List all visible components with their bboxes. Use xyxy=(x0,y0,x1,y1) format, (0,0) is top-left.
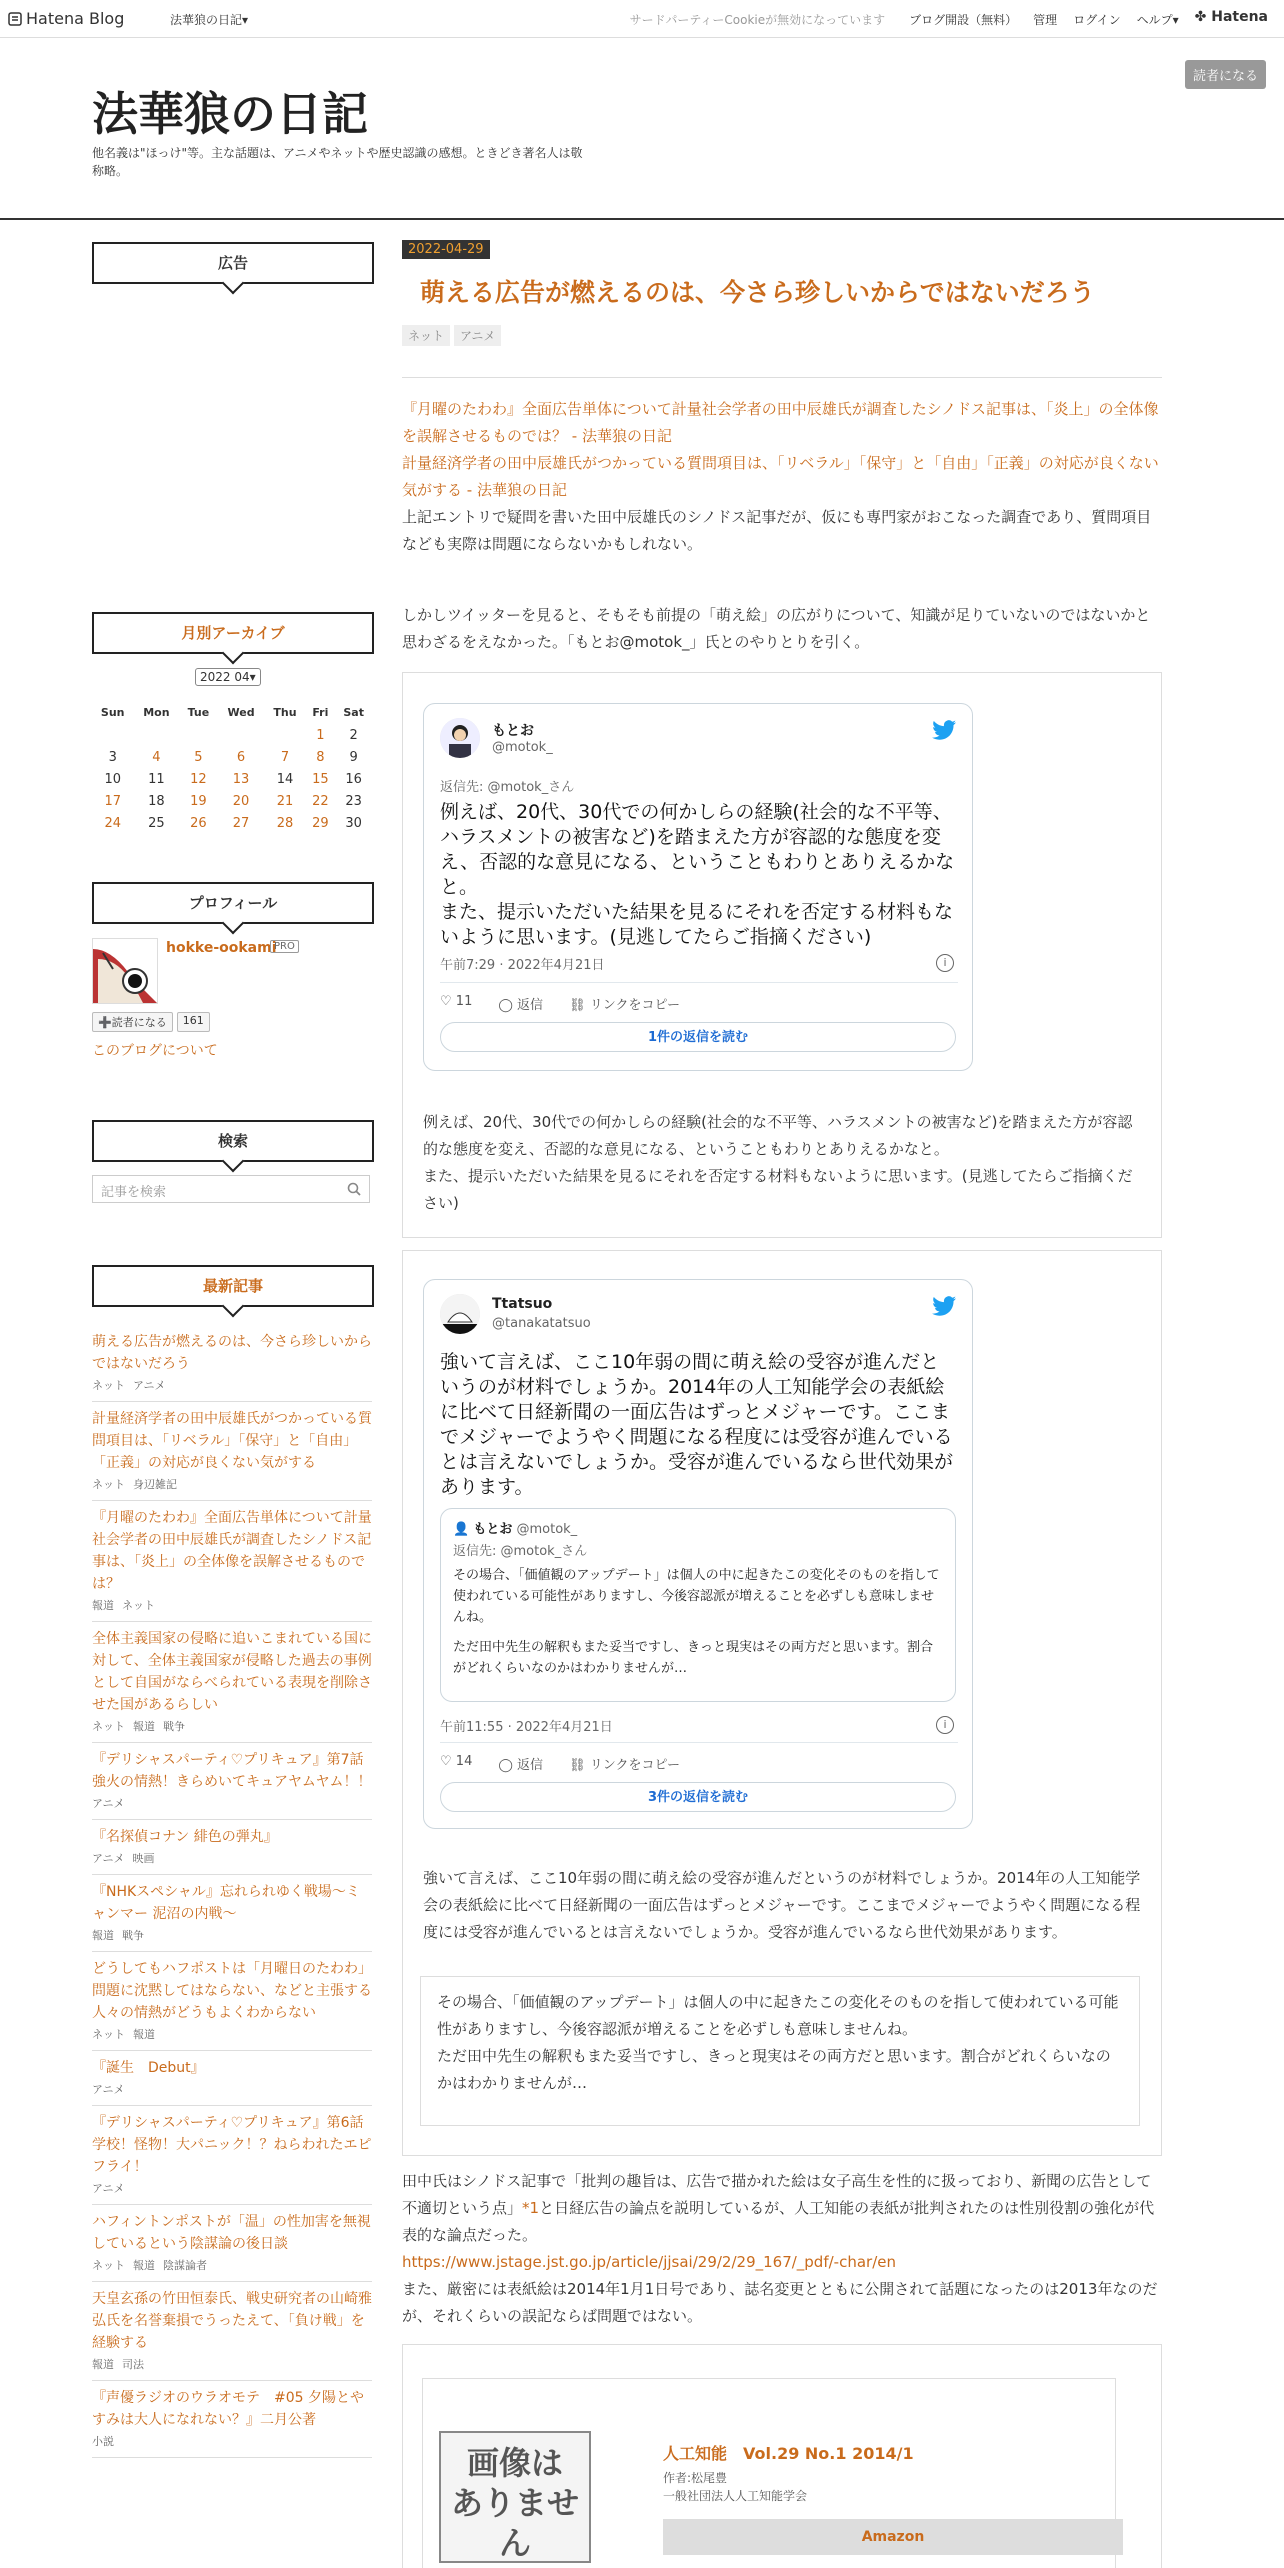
tweet-actions xyxy=(440,994,680,1013)
recent-entry-categories xyxy=(92,1795,372,1811)
calendar-day[interactable]: 29 xyxy=(312,815,329,831)
category-tag[interactable]: ネット xyxy=(402,325,450,346)
avatar[interactable] xyxy=(440,1294,480,1334)
category-link[interactable]: 戦争 xyxy=(163,1720,185,1733)
calendar-day[interactable]: 15 xyxy=(312,771,329,787)
recent-entry-title[interactable]: ハフィントンポストが「温」の性加害を無視しているという陰謀論の後日談 xyxy=(92,2214,371,2252)
quote-text: その場合、「価値観のアップデート」は個人の中に起きたこの変化そのものを指して使われている可能性がありますし、今後容認派が増えることを必ずしも意味しませんね。 xyxy=(437,1993,1119,2038)
recent-entry-title[interactable]: 『声優ラジオのウラオモテ #05 夕陽とやすみは大人になれない？』二月公著 xyxy=(92,2390,364,2428)
category-tag[interactable]: アニメ xyxy=(454,325,501,346)
paragraph: また、厳密には表紙絵は2014年1月1日号であり、誌名変更とともに公開されて話題になったのは2013年なのだが、それくらいの誤記ならば問題ではない。 xyxy=(402,2280,1158,2325)
quoted-tweet[interactable] xyxy=(440,1508,956,1702)
blog-description: 他名義は"ほっけ"等。主な話題は、アニメやネットや歴史認識の感想。ときどき著名人は敬称略。 xyxy=(92,146,583,178)
twitter-bird-icon[interactable] xyxy=(932,720,956,740)
link-icon: ⛓ xyxy=(569,998,586,1013)
quote-text: ただ田中先生の解釈もまた妥当ですし、きっと現実はその両方だと思います。割合がどれくらいなのかはわかりませんが… xyxy=(437,2047,1111,2092)
reply-label: 返信 xyxy=(517,998,544,1013)
tweet-fallback-text: 強いて言えば、ここ10年弱の間に萌え絵の受容が進んだというのが材料でしょうか。2014年の人工知能学会の表紙絵に比べて日経新聞の一面広告はずっとメジャーです。ここまでメジャーでようやく問題になる程度には受容が進んでいるとは言えないでしょうか。受容が進んでいるなら世代効果があります。 xyxy=(423,1869,1141,1941)
recent-entry xyxy=(92,2051,372,2106)
logo-text: Hatena Blog xyxy=(26,9,125,28)
like-button[interactable] xyxy=(440,994,472,1013)
category-link[interactable]: アニメ xyxy=(133,1379,166,1392)
tweet-text: 例えば、20代、30代での何かしらの経験(社会的な不平等、ハラスメントの被害など)を踏まえた方が容認的な態度を変え、否認的な意見になる、ということもわりとありえるかなと。 また、提示いただいた結果を見るにそれを否定する材料もないように思います。(見逃してたらご指摘ください) xyxy=(440,801,955,948)
calendar-day: 14 xyxy=(276,771,294,787)
wolf-avatar-icon xyxy=(93,939,157,1003)
calendar-day[interactable]: 1 xyxy=(316,727,325,743)
calendar-day: 25 xyxy=(148,815,165,831)
category-link[interactable]: 報道 xyxy=(133,2028,155,2041)
calendar-day: 10 xyxy=(104,771,121,787)
recent-entry-title[interactable]: 『デリシャスパーティ♡プリキュア』第7話 強火の情熱！きらめいてキュアヤムヤム！！ xyxy=(92,1752,378,1790)
tweet-timestamp[interactable]: 午前11:55 · 2022年4月21日 xyxy=(440,1720,613,1735)
recent-entry xyxy=(92,1501,372,1622)
entry-body-intro xyxy=(402,396,1162,558)
calendar-day[interactable]: 7 xyxy=(280,749,290,765)
archive-calendar xyxy=(92,700,372,834)
calendar-weekday: Fri xyxy=(312,705,329,719)
recent-entry xyxy=(92,2282,372,2381)
entry-title[interactable]: 萌える広告が燃えるのは、今さら珍しいからではないだろう xyxy=(420,278,1095,307)
reply-icon: ◯ xyxy=(498,998,513,1013)
paragraph: 田中氏はシノドス記事で「批判の趣旨は、広告で描かれた絵は女子高生を性的に扱っており、新聞の広告として不適切という点」 xyxy=(402,2172,1152,2217)
recent-entry-categories xyxy=(92,2433,372,2449)
search-icon[interactable] xyxy=(347,1182,361,1196)
calendar-weekday: Sun xyxy=(100,705,125,719)
recent-entry xyxy=(92,1820,372,1875)
category-link[interactable]: 映画 xyxy=(132,1852,155,1865)
footnote-link[interactable]: *1 xyxy=(522,2199,540,2217)
quoted-avatar-icon: 👤 xyxy=(453,1522,470,1537)
product-publisher: 一般社団法人人工知能学会 xyxy=(663,2489,808,2503)
recent-entry-categories xyxy=(92,1718,372,1734)
reply-button[interactable] xyxy=(498,994,543,1013)
category-link[interactable]: ネット xyxy=(92,2259,125,2272)
category-link[interactable]: アニメ xyxy=(92,2083,125,2096)
calendar-day[interactable]: 26 xyxy=(190,815,207,831)
recent-entry-title[interactable]: 『NHKスペシャル』忘れられゆく戦場〜ミャンマー 泥沼の内戦〜 xyxy=(92,1884,360,1922)
profile-avatar[interactable] xyxy=(92,938,158,1004)
global-header xyxy=(0,0,1284,38)
quoted-reply-to: 返信先: @motok_さん xyxy=(453,1544,588,1559)
blog-menu[interactable]: 法華狼の日記▾ xyxy=(170,13,249,27)
amazon-button[interactable]: Amazon xyxy=(663,2519,1123,2555)
calendar-day[interactable]: 17 xyxy=(104,793,121,809)
info-icon[interactable]: i xyxy=(936,1716,954,1734)
heart-icon: ♡ xyxy=(440,1754,452,1769)
quoted-author: もとお xyxy=(473,1522,513,1537)
tweet-fallback-quote xyxy=(420,1976,1140,2126)
copy-link-label: リンクをコピー xyxy=(589,998,680,1013)
product-title[interactable]: 人工知能 Vol.29 No.1 2014/1 xyxy=(663,2444,914,2463)
search-input[interactable] xyxy=(92,1175,370,1203)
category-link[interactable]: 報道 xyxy=(92,1929,114,1942)
calendar-day[interactable]: 13 xyxy=(232,771,250,787)
category-link[interactable]: 報道 xyxy=(133,1720,155,1733)
calendar-day[interactable]: 6 xyxy=(236,749,246,765)
twitter-bird-icon[interactable] xyxy=(932,1296,956,1316)
copy-link-label: リンクをコピー xyxy=(589,1758,680,1773)
paragraph: と日経広告の論点を説明しているが、人工知能の表紙が批判されたのは性別役割の強化が代表的な論点だった。 xyxy=(402,2199,1155,2244)
entry-body-outro xyxy=(402,2168,1162,2330)
category-link[interactable]: 陰謀論者 xyxy=(163,2259,207,2272)
tweet-author[interactable]: Ttatsuo xyxy=(492,1296,553,1312)
recent-entry-categories xyxy=(92,1927,372,1943)
calendar-day xyxy=(179,724,217,746)
recent-entry-categories xyxy=(92,2081,372,2097)
category-link[interactable]: 報道 xyxy=(92,1599,114,1612)
profile-module-title: プロフィール xyxy=(92,882,374,924)
profile-name[interactable]: hokke-ookami xyxy=(166,940,277,956)
calendar-day xyxy=(92,724,133,746)
external-url-link[interactable]: https://www.jstage.jst.go.jp/article/jjsai/29/2/29_167/_pdf/-char/en xyxy=(402,2253,896,2271)
recent-module-title: 最新記事 xyxy=(92,1265,374,1307)
avatar[interactable] xyxy=(440,718,480,758)
calendar-day: 30 xyxy=(345,815,362,831)
about-blog-link[interactable]: このブログについて xyxy=(92,1043,218,1059)
recent-entry-title[interactable]: 『誕生 Debut』 xyxy=(92,2060,205,2076)
category-link[interactable]: ネット xyxy=(92,1379,125,1392)
category-link[interactable]: 司法 xyxy=(122,2358,144,2371)
paragraph: しかしツイッターを見ると、そもそも前提の「萌え絵」の広がりについて、知識が足りていないのではないかと思わざるをえなかった。「もとお@motok_」氏とのやりとりを引く。 xyxy=(402,606,1151,651)
product-author: 作者:松尾豊 xyxy=(663,2471,728,2485)
recent-entry-title[interactable]: 全体主義国家の侵略に追いこまれている国に対して、全体主義国家が侵略した過去の事例として自国がならべられている表現を削除させた国があるらしい xyxy=(92,1631,372,1713)
open-blog-link[interactable]: ブログ開設（無料） xyxy=(909,13,1018,27)
recent-entry-title[interactable]: どうしてもハフポストは「月曜日のたわわ」問題に沈黙してはならない、などと主張する人々の情熱がどうもよくわからない xyxy=(92,1961,372,2021)
reply-label: 返信 xyxy=(517,1758,544,1773)
tweet-fallback-text: 例えば、20代、30代での何かしらの経験(社会的な不平等、ハラスメントの被害など)を踏まえた方が容認的な態度を変え、否認的な意見になる、ということもわりとありえるかなと。 また、提示いただいた結果を見るにそれを否定する材料もないように思います。(見逃してたらご指摘ください) xyxy=(423,1113,1133,1212)
recent-entry-title[interactable]: 天皇玄孫の竹田恒泰氏、戦史研究者の山崎雅弘氏を名誉棄損でうったえて、「負け戦」を経験する xyxy=(92,2291,372,2351)
info-icon[interactable]: i xyxy=(936,954,954,972)
calendar-day[interactable]: 20 xyxy=(232,793,250,809)
calendar-day xyxy=(133,724,179,746)
entry-link[interactable]: 計量経済学者の田中辰雄氏がつかっている質問項目は、「リベラル」「保守」と「自由」「正義」の対応が良くない気がする - 法華狼の日記 xyxy=(402,454,1159,499)
no-image-placeholder[interactable]: 画像は ありません xyxy=(439,2431,591,2563)
category-link[interactable]: ネット xyxy=(92,2028,125,2041)
pro-badge: PRO xyxy=(270,940,299,953)
blog-header xyxy=(0,38,1284,220)
tweet-handle[interactable]: @motok_ xyxy=(492,740,553,755)
like-count: 14 xyxy=(455,1754,473,1769)
calendar-day[interactable]: 12 xyxy=(190,771,207,787)
category-link[interactable]: 報道 xyxy=(92,2358,114,2371)
reply-icon: ◯ xyxy=(498,1758,513,1773)
profile-subscribe xyxy=(92,1012,210,1032)
calendar-day: 16 xyxy=(345,771,362,787)
recent-entry-categories xyxy=(92,2180,372,2196)
product-meta xyxy=(663,2469,807,2505)
category-link[interactable]: ネット xyxy=(122,1599,155,1612)
calendar-day: 2 xyxy=(349,727,358,743)
recent-entry-categories xyxy=(92,2356,372,2372)
recent-entry-title[interactable]: 萌える広告が燃えるのは、今さら珍しいからではないだろう xyxy=(92,1334,372,1372)
divider xyxy=(440,982,958,983)
recent-entry-categories xyxy=(92,1476,372,1492)
calendar-weekday: Mon xyxy=(143,705,170,719)
category-link[interactable]: ネット xyxy=(92,1720,125,1733)
recent-entry-title[interactable]: 『名探偵コナン 緋色の弾丸』 xyxy=(92,1829,278,1845)
hatena-blog-icon xyxy=(8,12,22,26)
read-replies-button[interactable]: 3件の返信を読む xyxy=(440,1782,956,1812)
calendar-day[interactable]: 4 xyxy=(152,749,161,765)
tweet-timestamp[interactable]: 午前7:29 · 2022年4月21日 xyxy=(440,958,605,973)
tweet-card[interactable] xyxy=(423,1279,973,1829)
search-module-title: 検索 xyxy=(92,1120,374,1162)
tweet-embed xyxy=(402,672,1162,1238)
help-menu[interactable]: ヘルプ▾ xyxy=(1136,13,1179,27)
divider xyxy=(440,1742,958,1743)
calendar-weekday: Tue xyxy=(187,705,210,719)
recent-entry xyxy=(92,1325,372,1402)
recent-entry-title[interactable]: 『デリシャスパーティ♡プリキュア』第6話 学校！怪物！大パニック！？ねらわれたエピフライ！ xyxy=(92,2115,378,2175)
calendar-weekday: Wed xyxy=(227,705,255,719)
copy-link-button[interactable] xyxy=(569,1754,680,1773)
calendar-day[interactable]: 8 xyxy=(316,749,325,765)
ad-module-title: 広告 xyxy=(92,242,374,284)
product-card xyxy=(422,2378,1116,2568)
category-link[interactable]: 報道 xyxy=(133,2259,155,2272)
tweet-handle[interactable]: @tanakatatsuo xyxy=(492,1316,591,1331)
user-avatar-icon xyxy=(440,1294,480,1334)
calendar-day[interactable]: 24 xyxy=(104,815,121,831)
divider xyxy=(402,377,1162,378)
copy-link-button[interactable] xyxy=(569,994,680,1013)
recent-entry xyxy=(92,1743,378,1820)
recent-entry-categories xyxy=(92,1850,372,1866)
calendar-day[interactable]: 19 xyxy=(190,793,207,809)
recent-entry xyxy=(92,2106,378,2205)
quoted-text: ただ田中先生の解釈もまた妥当ですし、きっと現実はその両方だと思います。割合がどれくらいなのかはわかりませんが… xyxy=(453,1640,933,1676)
recent-entry xyxy=(92,1952,372,2051)
category-link[interactable]: アニメ xyxy=(92,1852,125,1865)
calendar-day: 3 xyxy=(108,749,117,765)
calendar-weekday: Thu xyxy=(273,705,297,719)
calendar-day xyxy=(265,724,306,746)
quoted-handle: @motok_ xyxy=(516,1522,578,1537)
subscribe-button[interactable]: 読者になる xyxy=(1185,60,1266,89)
calendar-day: 11 xyxy=(148,771,165,787)
recent-entry-categories xyxy=(92,1377,372,1393)
recent-entry xyxy=(92,1875,372,1952)
category-link[interactable]: 小説 xyxy=(92,2435,114,2448)
category-link[interactable]: 戦争 xyxy=(122,1929,144,1942)
tweet-card[interactable] xyxy=(423,703,973,1071)
header-right-menu xyxy=(630,11,1268,28)
category-link[interactable]: ネット xyxy=(92,1478,125,1491)
calendar-day[interactable]: 27 xyxy=(232,815,250,831)
tweet-text: 強いて言えば、ここ10年弱の間に萌え絵の受容が進んだというのが材料でしょうか。2014年の人工知能学会の表紙絵に比べて日経新聞の一面広告はずっとメジャーです。ここまでメジャーでようやく問題になる程度には受容が進んでいるとは言えないでしょうか。受容が進んでいるなら世代効果があります。 xyxy=(440,1351,954,1498)
category-link[interactable]: 身辺雑記 xyxy=(133,1478,177,1491)
recent-entry-title[interactable]: 『月曜のたわわ』全面広告単体について計量社会学者の田中辰雄氏が調査したシノドス記事は、「炎上」の全体像を誤解させるものでは？ xyxy=(92,1510,372,1592)
profile-subscribe-button[interactable]: ➕読者になる xyxy=(92,1012,173,1032)
recent-entry xyxy=(92,1402,372,1501)
recent-entry-categories xyxy=(92,2257,372,2273)
calendar-day[interactable]: 5 xyxy=(194,749,203,765)
calendar-day: 9 xyxy=(349,749,358,765)
calendar-day[interactable]: 21 xyxy=(276,793,294,809)
cookie-notice: サードパーティーCookieが無効になっています xyxy=(629,13,886,27)
hatena-blog-logo[interactable] xyxy=(8,9,124,28)
heart-icon: ♡ xyxy=(440,994,452,1009)
user-avatar-icon xyxy=(440,718,480,758)
category-link[interactable]: アニメ xyxy=(92,2182,125,2195)
entry-categories xyxy=(402,325,501,346)
calendar-day: 18 xyxy=(148,793,165,809)
tweet-author[interactable]: もとお xyxy=(492,723,534,739)
recent-entry xyxy=(92,1622,372,1743)
hatena-link[interactable] xyxy=(1195,9,1268,28)
calendar-day[interactable]: 22 xyxy=(312,793,329,809)
archive-module-title: 月別アーカイブ xyxy=(92,612,374,654)
reply-to[interactable]: 返信先: @motok_さん xyxy=(440,780,575,795)
admin-link[interactable]: 管理 xyxy=(1033,13,1058,27)
hatena-text: Hatena xyxy=(1211,9,1268,25)
like-count: 11 xyxy=(455,994,473,1009)
login-link[interactable]: ログイン xyxy=(1073,13,1121,27)
quoted-text: その場合、「価値観のアップデート」は個人の中に起きたこの変化そのものを指して使われている可能性がありますし、今後容認派が増えることを必ずしも意味しませんね。 xyxy=(453,1568,940,1625)
reply-button[interactable] xyxy=(498,1754,543,1773)
entry-link[interactable]: 『月曜のたわわ』全面広告単体について計量社会学者の田中辰雄氏が調査したシノドス記事は、「炎上」の全体像を誤解させるものでは？ - 法華狼の日記 xyxy=(402,400,1159,445)
recent-entry-categories xyxy=(92,1597,372,1613)
recent-entries-list xyxy=(92,1325,378,2458)
calendar-day[interactable]: 28 xyxy=(276,815,294,831)
read-replies-button[interactable]: 1件の返信を読む xyxy=(440,1022,956,1052)
quoted-header xyxy=(453,1519,577,1540)
archive-select[interactable]: 2022 04▾ xyxy=(195,668,261,686)
calendar-day xyxy=(218,724,265,746)
calendar-weekday: Sat xyxy=(343,705,364,719)
like-button[interactable] xyxy=(440,1754,472,1773)
recent-entry-title[interactable]: 計量経済学者の田中辰雄氏がつかっている質問項目は、「リベラル」「保守」と「自由」「正義」の対応が良くない気がする xyxy=(92,1411,372,1471)
subscriber-count: 161 xyxy=(177,1012,210,1032)
hatena-icon: ✤ xyxy=(1194,9,1207,25)
recent-entry xyxy=(92,2381,372,2458)
paragraph: 上記エントリで疑問を書いた田中辰雄氏のシノドス記事だが、仮にも専門家がおこなった調査であり、質問項目なども実際は問題にならないかもしれない。 xyxy=(402,508,1152,553)
category-link[interactable]: アニメ xyxy=(92,1797,125,1810)
blog-title[interactable]: 法華狼の日記 xyxy=(92,87,368,141)
recent-entry xyxy=(92,2205,372,2282)
entry-date[interactable]: 2022-04-29 xyxy=(402,240,490,259)
search-placeholder: 記事を検索 xyxy=(101,1185,167,1200)
recent-entry-categories xyxy=(92,2026,372,2042)
link-icon: ⛓ xyxy=(569,1758,586,1773)
calendar-day: 23 xyxy=(345,793,362,809)
tweet-actions xyxy=(440,1754,680,1773)
